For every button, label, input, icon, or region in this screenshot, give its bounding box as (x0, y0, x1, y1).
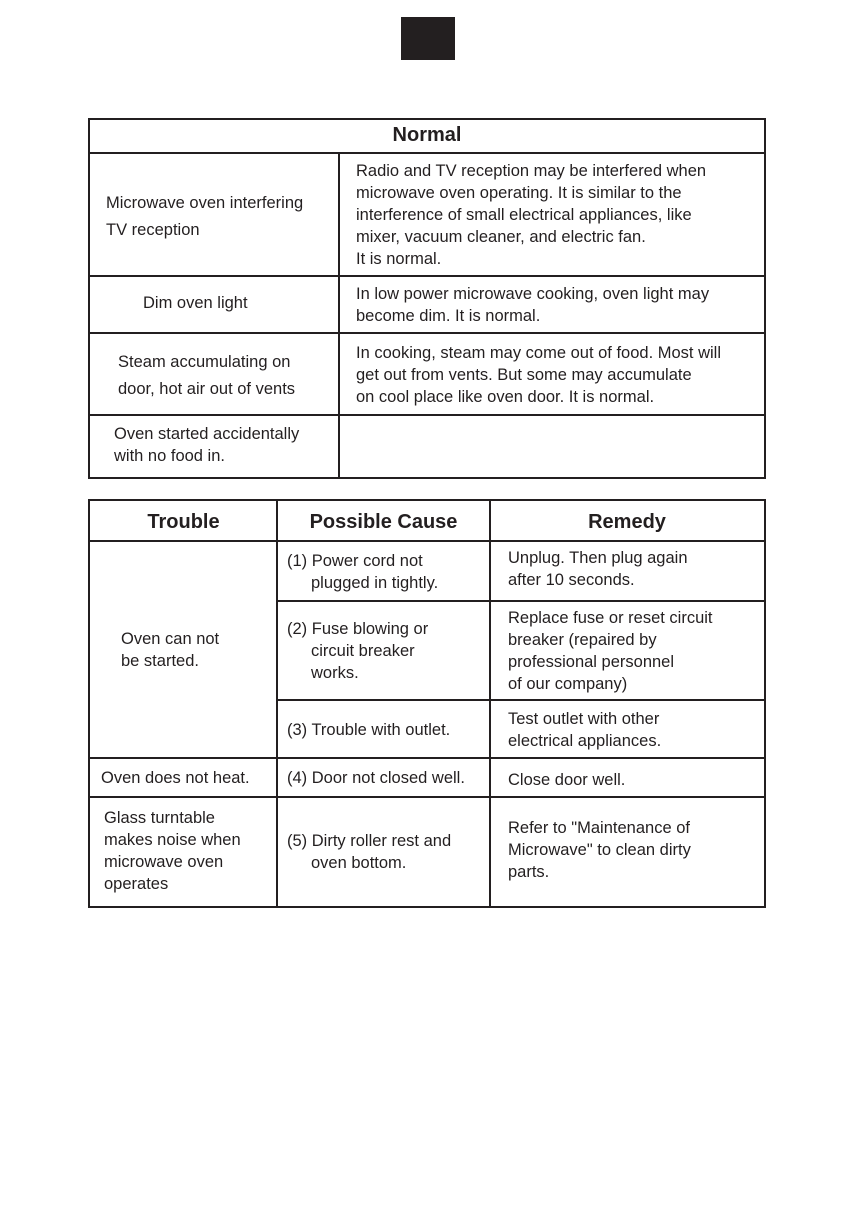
remedy-text: Refer to "Maintenance of (508, 819, 690, 837)
cause-text: (1) Power cord not (287, 552, 423, 570)
remedy-cell (508, 769, 625, 791)
divider (277, 699, 764, 701)
explanation-text: In cooking, steam may come out of food. Most will (356, 344, 721, 362)
divider (277, 600, 764, 602)
page-number-tab (401, 17, 455, 60)
trouble-cell (121, 628, 219, 672)
header-remedy: Remedy (588, 511, 666, 533)
cause-text: works. (311, 664, 359, 682)
symptom-text: Oven started accidentally (114, 425, 300, 443)
remedy-text: after 10 seconds. (508, 571, 635, 589)
trouble-text: be started. (121, 652, 199, 670)
symptom-text: TV reception (106, 221, 200, 239)
cause-text: (2) Fuse blowing or (287, 620, 429, 638)
cause-text: oven bottom. (311, 854, 407, 872)
remedy-text: parts. (508, 863, 550, 881)
trouble-text: makes noise when (104, 831, 241, 849)
cause-text: (3) Trouble with outlet. (287, 721, 451, 739)
symptom-text: Dim oven light (143, 294, 248, 312)
trouble-text: Oven does not heat. (101, 769, 250, 787)
symptom-cell (106, 190, 303, 244)
normal-table (88, 118, 766, 479)
divider (90, 152, 764, 154)
explanation-text: interference of small electrical appliances, like (356, 206, 692, 224)
cause-text: (5) Dirty roller rest and (287, 832, 452, 850)
remedy-cell (508, 547, 688, 591)
remedy-text: professional personnel (508, 653, 675, 671)
trouble-text: operates (104, 875, 169, 893)
explanation-cell (356, 160, 706, 270)
symptom-cell (143, 292, 248, 314)
explanation-text: become dim. It is normal. (356, 307, 541, 325)
remedy-text: Replace fuse or reset circuit (508, 609, 713, 627)
symptom-text: door, hot air out of vents (118, 380, 296, 398)
trouble-text: Oven can not (121, 630, 220, 648)
divider (489, 501, 491, 906)
remedy-text: electrical appliances. (508, 732, 662, 750)
remedy-text: Close door well. (508, 771, 626, 789)
symptom-text: Steam accumulating on (118, 353, 291, 371)
cause-cell (287, 719, 450, 741)
explanation-text: It is normal. (356, 250, 442, 268)
remedy-cell (508, 817, 691, 883)
explanation-text: get out from vents. But some may accumulate (356, 366, 692, 384)
explanation-text: In low power microwave cooking, oven light may (356, 285, 710, 303)
cause-cell (287, 830, 451, 874)
header-trouble: Trouble (147, 511, 220, 533)
explanation-cell (356, 283, 709, 327)
cause-text: plugged in tightly. (311, 574, 439, 592)
normal-table-title: Normal (392, 124, 462, 146)
remedy-text: breaker (repaired by (508, 631, 657, 649)
explanation-text: on cool place like oven door. It is normal. (356, 388, 655, 406)
divider (90, 275, 764, 277)
cause-text: circuit breaker (311, 642, 415, 660)
divider (338, 152, 340, 477)
divider (90, 757, 764, 759)
explanation-text: microwave oven operating. It is similar to the (356, 184, 682, 202)
remedy-cell (508, 708, 661, 752)
remedy-text: Microwave" to clean dirty (508, 841, 691, 859)
trouble-text: microwave oven (104, 853, 224, 871)
symptom-text: with no food in. (114, 447, 225, 465)
explanation-text: mixer, vacuum cleaner, and electric fan. (356, 228, 646, 246)
cause-text: (4) Door not closed well. (287, 769, 465, 787)
cause-cell (287, 550, 438, 594)
trouble-cell (104, 807, 241, 895)
divider (90, 796, 764, 798)
symptom-text: Microwave oven interfering (106, 194, 304, 212)
trouble-text: Glass turntable (104, 809, 215, 827)
explanation-text: Radio and TV reception may be interfered when (356, 162, 707, 180)
divider (90, 540, 764, 542)
trouble-table (88, 499, 766, 908)
remedy-cell (508, 607, 713, 695)
remedy-text: Unplug. Then plug again (508, 549, 688, 567)
remedy-text: Test outlet with other (508, 710, 660, 728)
header-possible-cause: Possible Cause (309, 511, 458, 533)
explanation-cell (356, 342, 721, 408)
cause-cell (287, 618, 428, 684)
divider (90, 414, 764, 416)
cause-cell (287, 767, 465, 789)
divider (276, 501, 278, 906)
remedy-text: of our company) (508, 675, 628, 693)
symptom-cell (114, 423, 299, 467)
trouble-cell (101, 767, 250, 789)
symptom-cell (118, 349, 295, 403)
divider (90, 332, 764, 334)
